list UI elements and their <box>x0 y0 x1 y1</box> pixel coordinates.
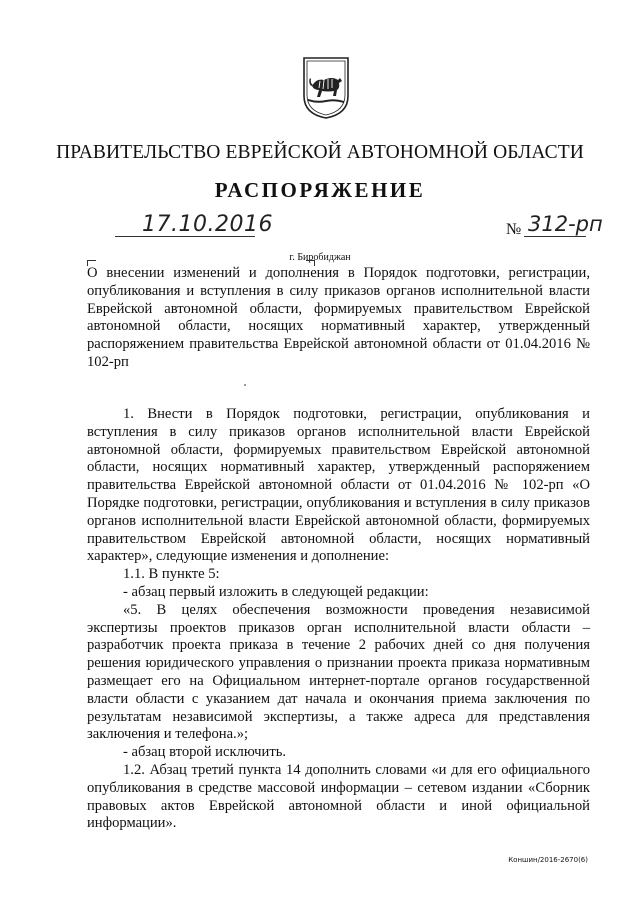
document-date: 17.10.2016 <box>142 212 273 237</box>
document-subject: О внесении изменений и дополнения в Порядок подготовки, регистрации, опубликования и вступления в силу приказов органов исполнительной власти Еврейской автономной области, формируемых правительством Еврейской автономной области, носящих нормативный характер, утвержденный распоряжением правительства Еврейской автономной области от 01.04.2016 № 102-рп <box>87 265 590 370</box>
document-type: РАСПОРЯЖЕНИЕ <box>214 178 426 202</box>
government-title: ПРАВИТЕЛЬСТВО ЕВРЕЙСКОЙ АВТОНОМНОЙ ОБЛАСТИ <box>56 142 584 163</box>
scan-mark <box>244 384 246 386</box>
date-underline <box>115 236 255 237</box>
registration-code: Коншин/2016-2670(6) <box>508 856 588 864</box>
paragraph-abzac-1: - абзац первый изложить в следующей редакции: <box>123 583 429 600</box>
number-underline <box>524 236 586 237</box>
paragraph-1-1: 1.1. В пункте 5: <box>123 566 220 583</box>
number-prefix: № <box>506 221 522 238</box>
paragraph-abzac-2: - абзац второй исключить. <box>123 744 287 761</box>
city-label: г. Биробиджан <box>289 252 351 263</box>
paragraph-1-2: 1.2. Абзац третий пункта 14 дополнить словами «и для его официального опубликования в средстве массовой информации – сетевом издании «Сборник правовых актов Еврейской автономной области и иной официальной информации». <box>87 761 590 832</box>
document-number: 312-рп <box>528 212 603 236</box>
document-body <box>87 406 590 833</box>
emblem-icon <box>302 56 350 120</box>
paragraph-quote-5: «5. В целях обеспечения возможности проведения независимой экспертизы проектов приказов орган исполнительной власти области – разработчик проекта приказа в течение 2 рабочих дней со дня получения решения юридического управления о признании проекта приказа нормативным размещает его на Официальном интернет-портале органов государственной власти области с указанием дат начала и окончания приема заключения по результатам независимой экспертизы, а также адреса для представления заключения и телефона.»; <box>87 601 590 743</box>
paragraph-1: 1. Внести в Порядок подготовки, регистрации, опубликования и вступления в силу приказов органов исполнительной власти Еврейской автономной области, формируемых правительством Еврейской автономной области, носящих нормативный характер, утвержденный распоряжением правительства Еврейской автономной области от 01.04.2016 № 102-рп «О Порядке подготовки, регистрации, опубликования и вступления в силу приказов органов исполнительной власти Еврейской автономной области, формируемых правительством Еврейской автономной области, носящих нормативный характер», следующие изменения и дополнение: <box>87 406 590 565</box>
